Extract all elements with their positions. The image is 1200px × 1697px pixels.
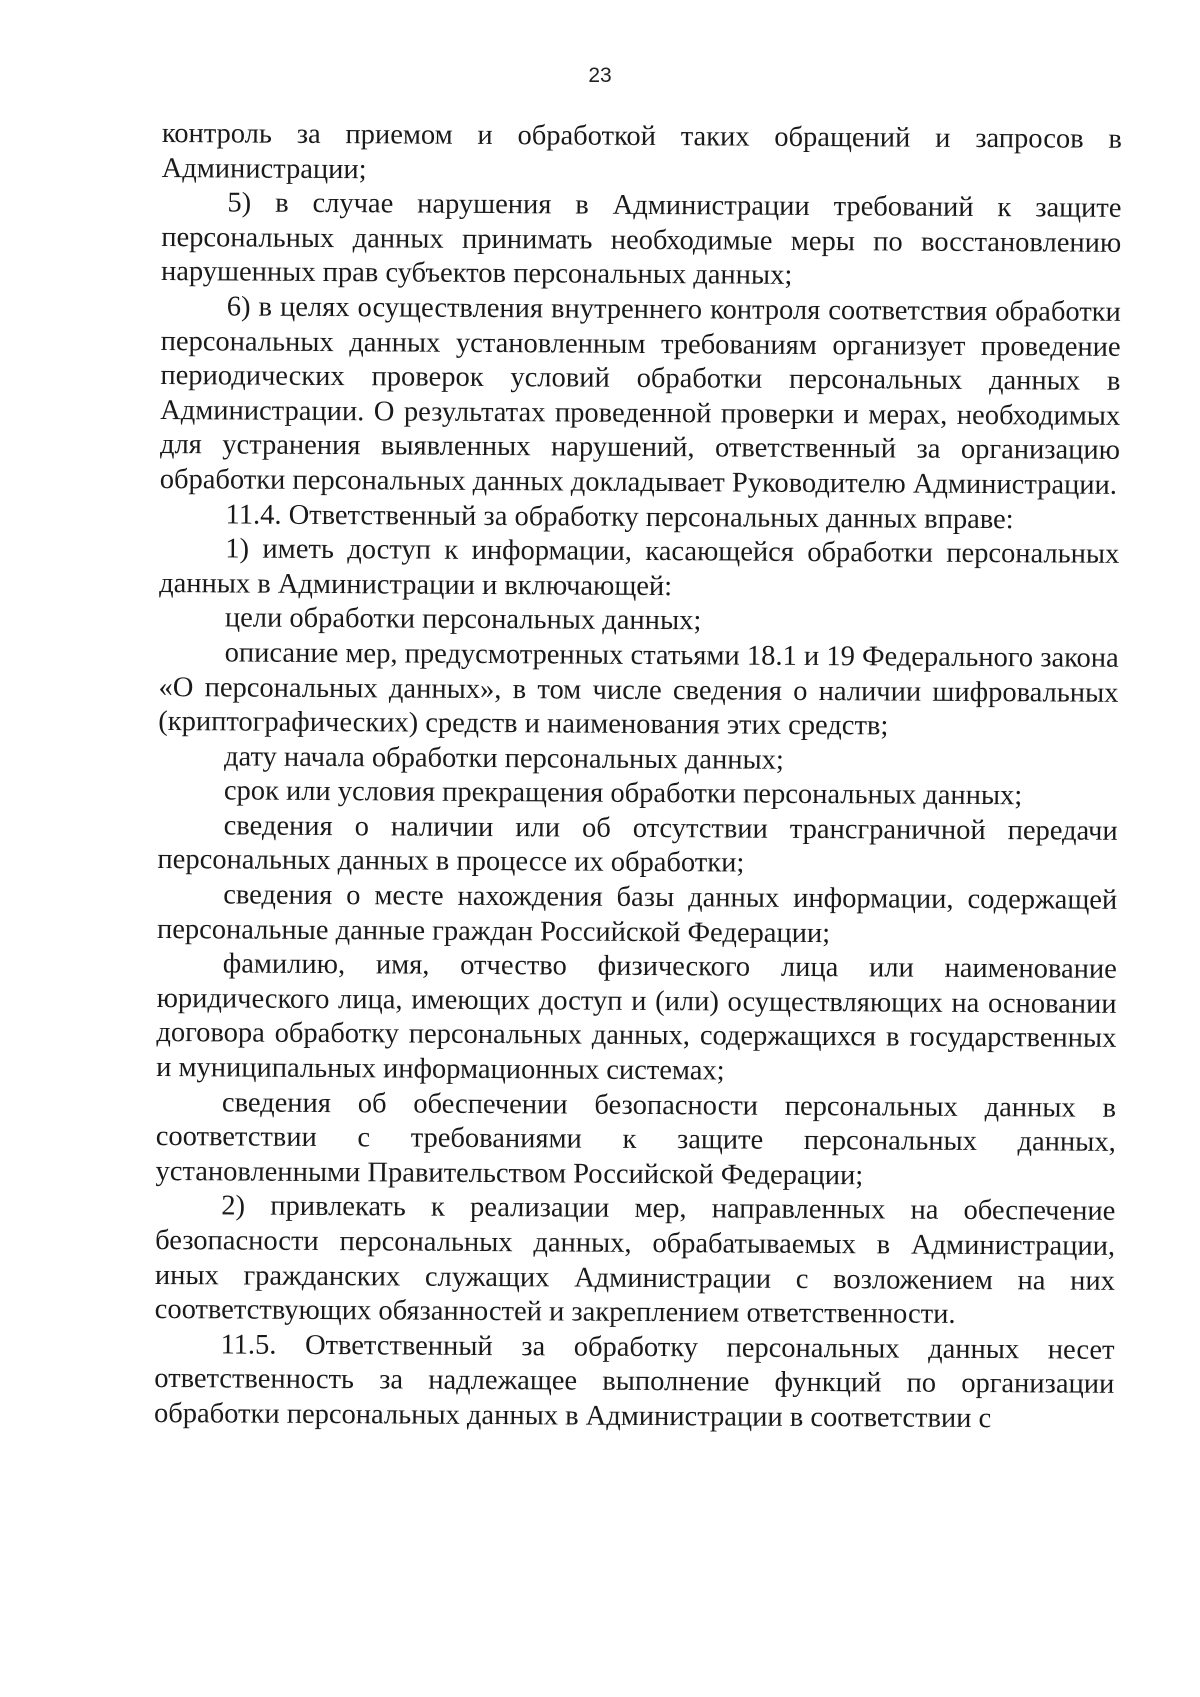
paragraph-persons-access: фамилию, имя, отчество физического лица или наименование юридического лица, имеющих доступ и (или) осуществляющих на основании договора обработку персональных данных, содержащихся в государственных и муниципальных информационных системах; [156,948,1117,1087]
page-number: 23 [588,64,612,87]
paragraph-right-1: 1) иметь доступ к информации, касающейся обработки персональных данных в Администрации и включающей: [159,533,1120,602]
paragraph-continuation: контроль за приемом и обработкой таких обращений и запросов в Администрации; [161,117,1122,185]
paragraph-security: сведения об обеспечении безопасности персональных данных в соответствии с требованиями к защите персональных данных, установленными Правительством Российской Федерации; [155,1087,1117,1192]
paragraph-item-6: 6) в целях осуществления внутреннего контроля соответствия обработки персональных данных установленным требованиям организует проведение периодических проверок условий обработки персональных данных в Администрации. О результатах проведенной проверки и мерах, необходимых для устранения выявленных нарушений, ответственный за организацию обработки персональных данных докладывает Руководителю Администрации. [159,291,1121,501]
paragraph-purposes: цели обработки персональных данных; [224,602,702,637]
paragraph-right-2: 2) привлекать к реализации мер, направленных на обеспечение безопасности персональных данных, обрабатываемых в Администрации, иных гражданских служащих Администрации с возложением на них соответствующих обязанностей и закреплением ответственности. [154,1190,1116,1331]
paragraph-database-location: сведения о месте нахождения базы данных информации, содержащей персональные данные граждан Российской Федерации; [156,879,1118,949]
paragraph-section-11-5: 11.5. Ответственный за обработку персональных данных несет ответственность за надлежащее выполнение функций по организации обработки персональных данных в Администрации в соответствии с [153,1329,1115,1435]
paragraph-measures: описание мер, предусмотренных статьями 18.1 и 19 Федерального закона «О персональных данных», в том числе сведения о наличии шифровальных (криптографических) средств и наименования этих средств; [158,637,1119,742]
paragraph-termination: срок или условия прекращения обработки персональных данных; [223,775,1023,812]
paragraph-item-5: 5) в случае нарушения в Администрации требований к защите персональных данных принимать необходимые меры по восстановлению нарушенных прав субъектов персональных данных; [160,187,1122,292]
document-body [154,117,1122,1437]
paragraph-start-date: дату начала обработки персональных данных; [223,741,784,776]
paragraph-cross-border: сведения о наличии или об отсутствии трансграничной передачи персональных данных в процессе их обработки; [157,810,1118,880]
paragraph-section-11-4: 11.4. Ответственный за обработку персональных данных вправе: [225,498,1014,535]
